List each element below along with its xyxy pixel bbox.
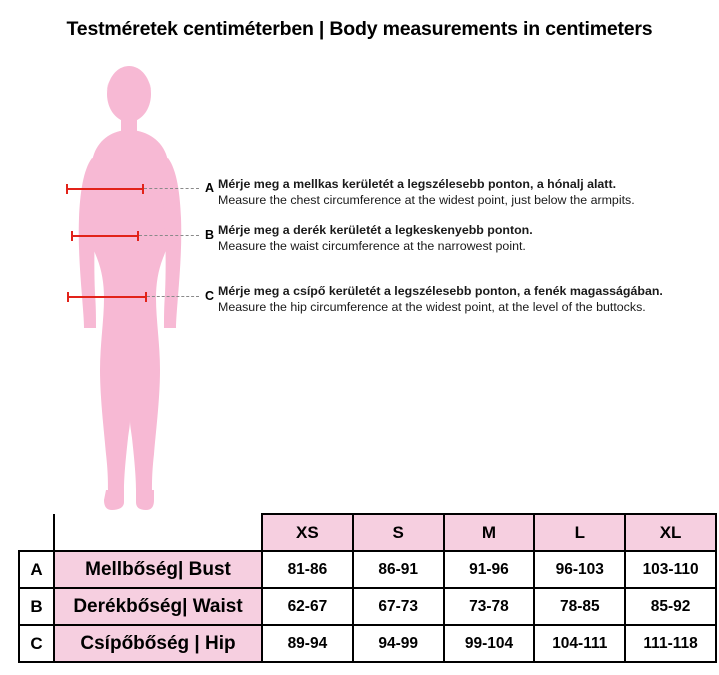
measure-bar-c <box>67 296 147 298</box>
table-row <box>19 625 716 662</box>
measure-letter-a: A <box>205 181 215 195</box>
measure-cap-left-c <box>67 292 69 302</box>
cell-hip-s: 94-99 <box>353 625 444 662</box>
cell-waist-l: 78-85 <box>534 588 625 625</box>
cell-bust-l: 96-103 <box>534 551 625 588</box>
cell-waist-xs: 62-67 <box>262 588 353 625</box>
cell-waist-s: 67-73 <box>353 588 444 625</box>
cell-bust-xs: 81-86 <box>262 551 353 588</box>
note-a-hu: Mérje meg a mellkas kerületét a legszélesebb ponton, a hónalj alatt. <box>218 177 617 191</box>
cell-waist-m: 73-78 <box>444 588 535 625</box>
size-table <box>18 513 717 663</box>
measure-cap-left-a <box>66 184 68 194</box>
row-letter-b: B <box>19 588 54 625</box>
row-name-bust: Mellbőség| Bust <box>54 551 262 588</box>
note-c-en: Measure the hip circumference at the widest point, at the level of the buttocks. <box>218 300 646 315</box>
row-letter-a: A <box>19 551 54 588</box>
header-corner-letter <box>19 514 54 551</box>
row-name-hip: Csípőbőség | Hip <box>54 625 262 662</box>
measure-bar-b <box>71 235 139 237</box>
leader-line-b <box>139 235 199 237</box>
measure-letter-b: B <box>205 228 215 242</box>
note-a-en: Measure the chest circumference at the widest point, just below the armpits. <box>218 193 635 208</box>
leader-line-a <box>144 188 199 190</box>
cell-bust-xl: 103-110 <box>625 551 716 588</box>
cell-bust-m: 91-96 <box>444 551 535 588</box>
note-b-en: Measure the waist circumference at the narrowest point. <box>218 239 526 254</box>
table-row <box>19 551 716 588</box>
cell-waist-xl: 85-92 <box>625 588 716 625</box>
cell-hip-l: 104-111 <box>534 625 625 662</box>
table-header-row <box>19 514 716 551</box>
header-size-xl: XL <box>625 514 716 551</box>
cell-hip-xs: 89-94 <box>262 625 353 662</box>
cell-hip-xl: 111-118 <box>625 625 716 662</box>
row-letter-c: C <box>19 625 54 662</box>
header-corner-name <box>54 514 262 551</box>
measurement-note-b <box>218 222 533 254</box>
row-name-waist: Derékbőség| Waist <box>54 588 262 625</box>
header-size-m: M <box>444 514 535 551</box>
cell-hip-m: 99-104 <box>444 625 535 662</box>
measure-letter-c: C <box>205 289 215 303</box>
leader-line-c <box>147 296 199 298</box>
measure-cap-left-b <box>71 231 73 241</box>
table-row <box>19 588 716 625</box>
measure-bar-a <box>66 188 144 190</box>
page-title: Testméretek centiméterben | Body measurements in centimeters <box>66 18 653 40</box>
note-b-hu: Mérje meg a derék kerületét a legkeskenyebb ponton. <box>218 223 533 237</box>
cell-bust-s: 86-91 <box>353 551 444 588</box>
size-table-wrapper <box>18 513 702 656</box>
note-c-hu: Mérje meg a csípő kerületét a legszélesebb ponton, a fenék magasságában. <box>218 284 663 298</box>
header-size-l: L <box>534 514 625 551</box>
header-size-xs: XS <box>262 514 353 551</box>
measurement-note-c <box>218 283 663 315</box>
measurement-note-a <box>218 176 635 208</box>
header-size-s: S <box>353 514 444 551</box>
